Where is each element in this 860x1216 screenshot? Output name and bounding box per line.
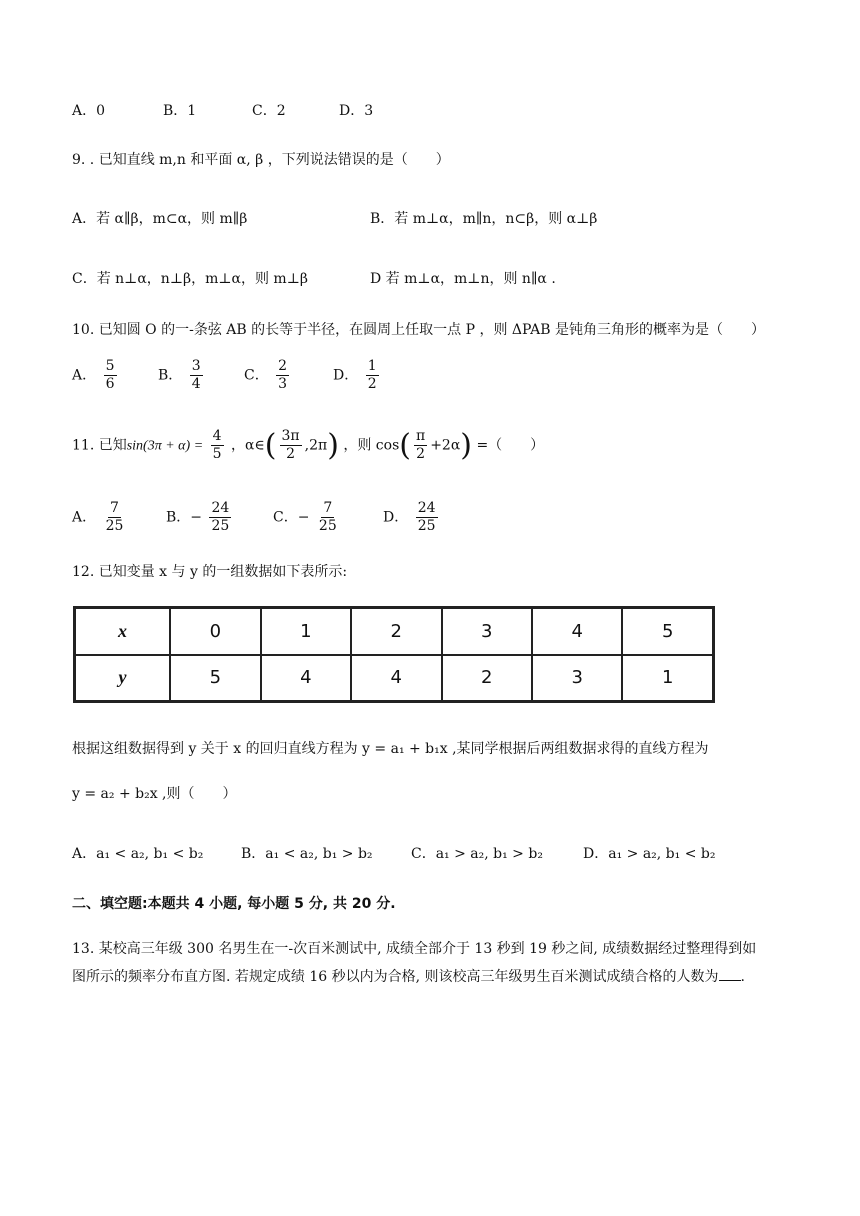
q9-option-d: D 若 m⊥α，m⊥n，则 n∥α . [370,271,556,287]
q13-line1: 13. 某校高三年级 300 名男生在一-次百米测试中, 成绩全部介于 13 秒到 19 秒之间, 成绩数据经过整理得到如 [72,941,757,957]
q11-option-d [383,500,441,535]
q8-option-c: C．2 [252,103,286,119]
q9-stem: 9. . 已知直线 m,n 和平面 α, β ，下列说法错误的是（ ） [72,152,450,168]
q12-stem: 12. 已知变量 x 与 y 的一组数据如下表所示: [72,564,348,580]
q12-text-line1: 根据这组数据得到 y 关于 x 的回归直线方程为 y = a₁ + b₁x ,某同学根据后两组数据求得的直线方程为 [72,741,709,757]
q11-alpha-in: ，α∈ [230,437,265,454]
denominator: 2 [286,446,296,462]
numerator: 24 [211,500,230,516]
q10-option-a [72,358,120,393]
denominator: 4 [191,376,201,392]
q11-cos-fraction [414,428,427,463]
table-cell: 2 [442,655,532,702]
q10-option-b [158,358,206,393]
q11-option-b [166,500,234,535]
q12-text-line2: y = a₂ + b₂x ,则（ ） [72,786,237,802]
denominator: 25 [417,518,436,534]
table-cell: 1 [261,608,351,655]
denominator: 5 [212,446,222,462]
q11-stem: 11. 已知sin(3π + α) = $\frac{4}{5}$ ，α∈( $\frac{3\pi}{2}$ ,2π) ，则 cos( $\frac{\pi}{2}$ +2α) =（ ） [72,428,545,463]
table-cell: 5 [170,655,260,702]
q10-option-c-fraction [276,358,289,393]
table-cell: 0 [170,608,260,655]
q12-option-b: B．a₁ < a₂, b₁ > b₂ [241,846,373,862]
numerator: 4 [212,428,222,444]
q9-option-a: A．若 α∥β，m⊂α，则 m∥β [72,211,248,227]
q11-option-c-fraction [317,500,339,535]
table-cell: 2 [351,608,441,655]
table-cell: 4 [351,655,441,702]
denominator: 2 [416,446,426,462]
denominator: 6 [105,376,115,392]
q11-option-c-label: C．− [273,509,310,526]
denominator: 2 [367,376,377,392]
q13-line2-end: . [740,969,745,985]
denominator: 3 [278,376,288,392]
table-head-x: x [75,608,171,655]
numerator: 1 [367,358,377,374]
q9-option-c: C．若 n⊥α，n⊥β，m⊥α，则 m⊥β [72,271,308,287]
denominator: 25 [211,518,230,534]
denominator: 25 [318,518,337,534]
q11-option-d-label: D． [383,509,409,526]
q11-cos-tail: +2α [430,437,461,454]
numerator: 3 [191,358,201,374]
q12-option-c: C．a₁ > a₂, b₁ > b₂ [411,846,543,862]
q13-line2 [72,966,745,986]
table-head-y: y [75,655,171,702]
numerator: π [415,428,426,444]
q11-interval-fraction [280,428,302,463]
table-cell: 3 [442,608,532,655]
q10-stem: 10. 已知圆 O 的一-条弦 AB 的长等于半径，在圆周上任取一点 P ，则 ΔPAB 是钝角三角形的概率为是（ ） [72,322,765,338]
q10-option-c-label: C． [244,367,269,384]
q11-option-c [273,500,342,535]
q8-option-b: B．1 [163,103,197,119]
numerator: 5 [105,358,115,374]
q9-option-b: B．若 m⊥α，m∥n，n⊂β，则 α⊥β [370,211,598,227]
q11-option-a-label: A． [72,509,97,526]
q10-option-a-fraction [104,358,117,393]
table-row-y [75,655,714,702]
q12-option-a: A．a₁ < a₂, b₁ < b₂ [72,846,204,862]
q10-option-d-fraction [366,358,379,393]
q10-option-a-label: A． [72,367,97,384]
numerator: 2 [278,358,288,374]
q12-option-d: D．a₁ > a₂, b₁ < b₂ [583,846,716,862]
q11-prefix: 11. 已知 [72,437,127,454]
q11-option-b-fraction [209,500,231,535]
answer-blank [719,968,741,981]
table-cell: 5 [622,608,713,655]
q10-option-c [244,358,292,393]
table-cell: 1 [622,655,713,702]
q11-option-d-fraction [416,500,438,535]
q11-sin-fraction [211,428,224,463]
q10-option-b-fraction [190,358,203,393]
denominator: 25 [105,518,124,534]
q12-data-table [73,606,715,703]
q11-option-b-label: B．− [166,509,203,526]
table-cell: 3 [532,655,622,702]
table-cell: 4 [261,655,351,702]
q10-option-b-label: B． [158,367,183,384]
q11-interval-tail: ,2π [304,437,328,454]
q10-option-d [333,358,382,393]
q11-sin-expression: sin(3π + α) = [126,438,204,454]
q11-option-a [72,500,128,535]
q10-option-d-label: D． [333,367,359,384]
numerator: 3π [281,428,300,444]
q8-option-d: D．3 [339,103,374,119]
numerator: 24 [417,500,436,516]
numerator: 7 [110,500,119,516]
section-heading-fill-in: 二、填空题:本题共 4 小题, 每小题 5 分, 共 20 分. [72,896,396,912]
q11-end: =（ ） [476,437,545,454]
table-row-x [75,608,714,655]
table-cell: 4 [532,608,622,655]
numerator: 7 [323,500,333,516]
q11-option-a-fraction [104,500,126,535]
q11-then-cos: ，则 cos [343,437,400,454]
q8-option-a: A．0 [72,103,106,119]
q13-line2-text: 图所示的频率分布直方图. 若规定成绩 16 秒以内为合格, 则该校高三年级男生百米测试成绩合格的人数为 [72,969,719,985]
